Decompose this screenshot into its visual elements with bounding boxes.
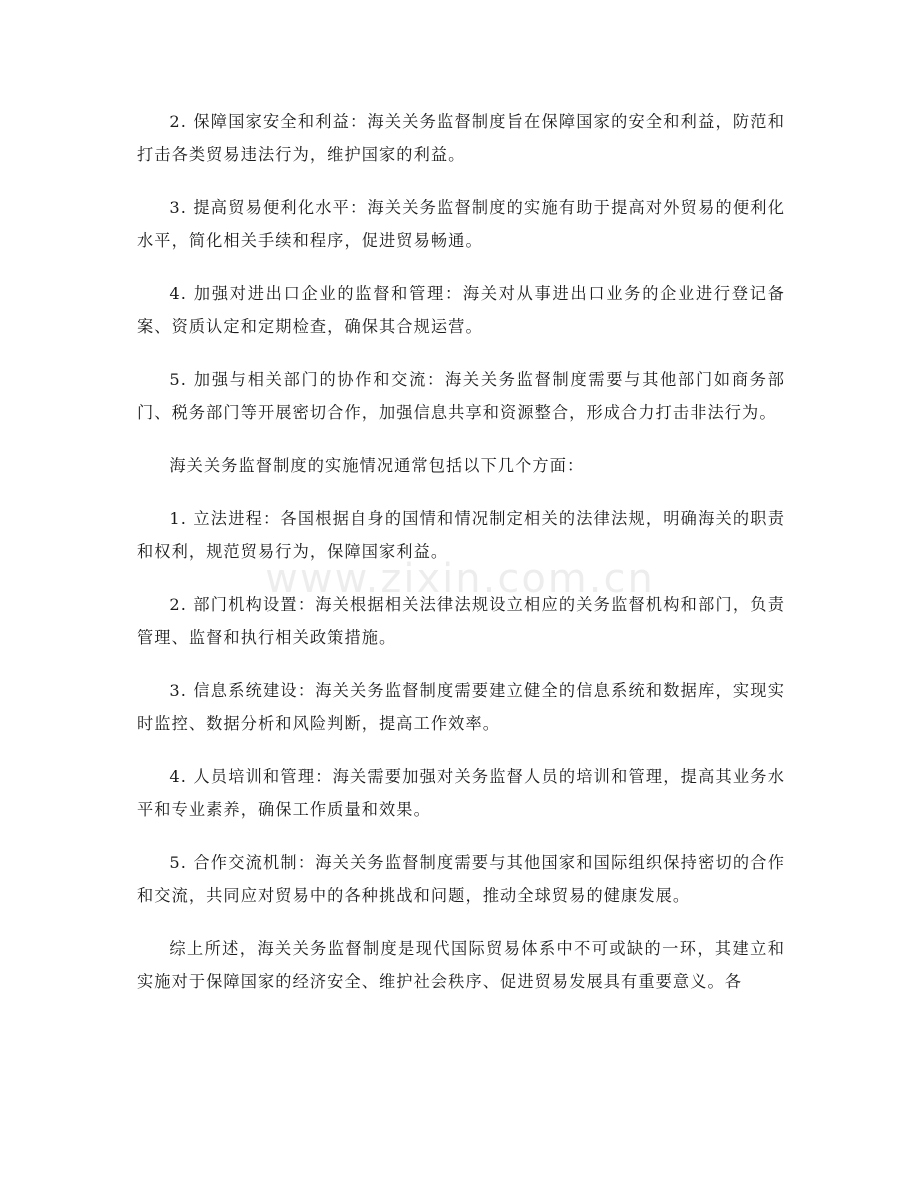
paragraph-institutions: 2. 部门机构设置：海关根据相关法律法规设立相应的关务监督机构和部门，负责管理、监督和执行相关政策措施。 xyxy=(137,595,785,647)
paragraph-personnel: 4. 人员培训和管理：海关需要加强对关务监督人员的培训和管理，提高其业务水平和专业素养，确保工作质量和效果。 xyxy=(137,767,785,819)
document-body xyxy=(137,105,785,1018)
paragraph-implementation-intro: 海关关务监督制度的实施情况通常包括以下几个方面： xyxy=(169,456,585,475)
paragraph-facilitation: 3. 提高贸易便利化水平：海关关务监督制度的实施有助于提高对外贸易的便利化水平，简化相关手续和程序，促进贸易畅通。 xyxy=(137,198,785,250)
paragraph-legislation: 1. 立法进程：各国根据自身的国情和情况制定相关的法律法规，明确海关的职责和权利，规范贸易行为，保障国家利益。 xyxy=(137,509,785,561)
paragraph-information-systems: 3. 信息系统建设：海关关务监督制度需要建立健全的信息系统和数据库，实现实时监控、数据分析和风险判断，提高工作效率。 xyxy=(137,681,785,733)
paragraph-conclusion: 综上所述，海关关务监督制度是现代国际贸易体系中不可或缺的一环，其建立和实施对于保障国家的经济安全、维护社会秩序、促进贸易发展具有重要意义。各 xyxy=(137,939,785,991)
paragraph-enterprise-supervision: 4. 加强对进出口企业的监督和管理：海关对从事进出口业务的企业进行登记备案、资质认定和定期检查，确保其合规运营。 xyxy=(137,284,785,336)
paragraph-cooperation-mechanism: 5. 合作交流机制：海关关务监督制度需要与其他国家和国际组织保持密切的合作和交流，共同应对贸易中的各种挑战和问题，推动全球贸易的健康发展。 xyxy=(137,853,785,905)
paragraph-cooperation: 5. 加强与相关部门的协作和交流：海关关务监督制度需要与其他部门如商务部门、税务部门等开展密切合作，加强信息共享和资源整合，形成合力打击非法行为。 xyxy=(137,370,785,422)
watermark: www.zixin.com.cn xyxy=(265,556,655,602)
paragraph-security: 2. 保障国家安全和利益：海关关务监督制度旨在保障国家的安全和利益，防范和打击各类贸易违法行为，维护国家的利益。 xyxy=(137,112,785,164)
